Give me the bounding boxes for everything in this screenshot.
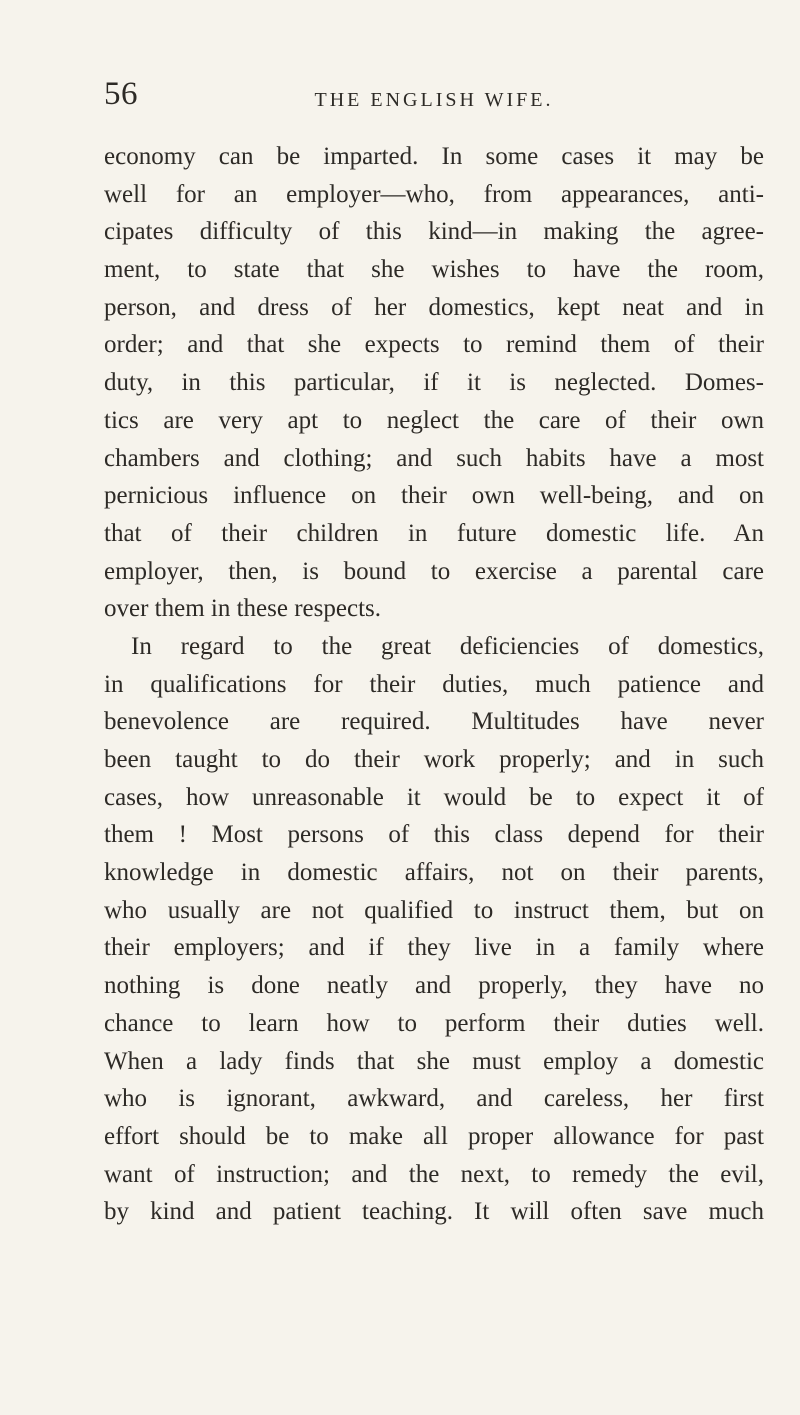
text-line: benevolence are required. Multitudes have never — [104, 708, 764, 736]
text-line: tics are very apt to neglect the care of their own — [104, 406, 764, 434]
text-line: employer, then, is bound to exercise a parental care — [104, 557, 764, 585]
text-line: who usually are not qualified to instruct them, but on — [104, 896, 764, 924]
text-line: cipates difficulty of this kind—in making the agree- — [104, 218, 764, 246]
running-title: THE ENGLISH WIFE. — [314, 89, 554, 111]
text-line: want of instruction; and the next, to remedy the evil, — [104, 1160, 764, 1188]
text-line: in qualifications for their duties, much patience and — [104, 670, 764, 698]
text-line: person, and dress of her domestics, kept neat and in — [104, 293, 764, 321]
text-line: order; and that she expects to remind them of their — [104, 331, 764, 359]
body-text — [104, 138, 764, 1231]
text-line: ment, to state that she wishes to have the room, — [104, 256, 764, 284]
text-line: cases, how unreasonable it would be to expect it of — [104, 783, 764, 811]
text-line: knowledge in domestic affairs, not on their parents, — [104, 859, 764, 887]
text-line: effort should be to make all proper allowance for past — [104, 1122, 764, 1150]
text-line: well for an employer—who, from appearances, anti- — [104, 180, 764, 208]
text-line: their employers; and if they live in a family where — [104, 934, 764, 962]
page-header — [104, 78, 764, 118]
text-line: been taught to do their work properly; and in such — [104, 746, 764, 773]
text-line: by kind and patient teaching. It will often save much — [104, 1198, 764, 1226]
paragraph-start-line: In regard to the great deficiencies of domestics, — [131, 632, 764, 660]
text-line: economy can be imparted. In some cases it may be — [104, 143, 764, 170]
text-line: that of their children in future domestic life. An — [104, 519, 764, 547]
text-line: chambers and clothing; and such habits have a most — [104, 444, 764, 472]
text-line: who is ignorant, awkward, and careless, her first — [104, 1085, 764, 1113]
text-line: When a lady finds that she must employ a domestic — [104, 1047, 764, 1075]
text-line: them ! Most persons of this class depend for their — [104, 821, 764, 849]
text-line: pernicious influence on their own well-being, and on — [104, 482, 764, 510]
text-line: duty, in this particular, if it is neglected. Domes- — [104, 369, 764, 397]
text-line: nothing is done neatly and properly, they have no — [104, 972, 764, 1000]
paragraph-end-line: over them in these respects. — [104, 595, 381, 623]
page-number: 56 — [104, 76, 138, 112]
text-line: chance to learn how to perform their duties well. — [104, 1009, 764, 1037]
